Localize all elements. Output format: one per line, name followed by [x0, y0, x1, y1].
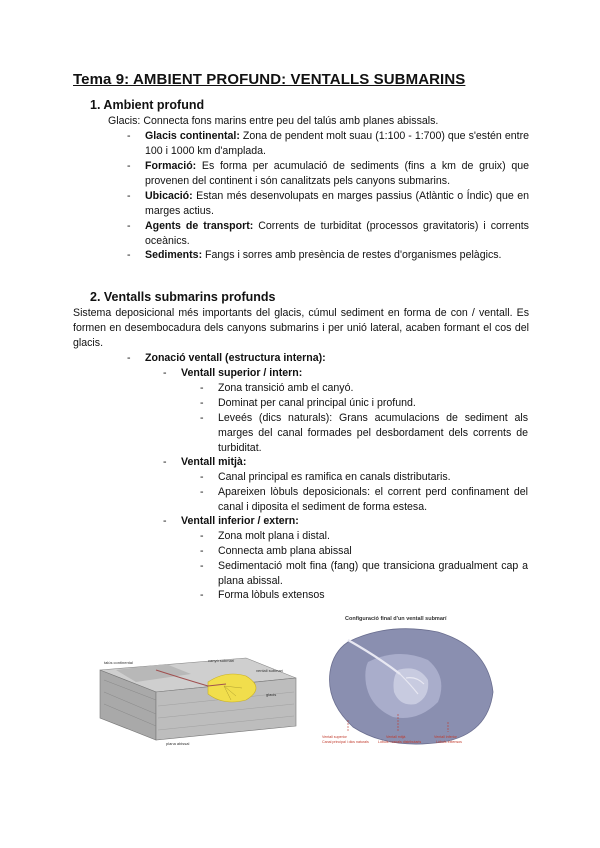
- list-item: Ubicació: Estan més desenvolupats en marges passius (Atlàntic o Índic) que en marges actius.: [145, 190, 529, 217]
- list-item: Zona transició amb el canyó.: [218, 382, 354, 394]
- fan-plan-diagram: [318, 622, 503, 762]
- label-talus: talús continental: [104, 660, 133, 665]
- zone-lower-label: Ventall inferior / extern:: [181, 515, 299, 527]
- list-item: Forma lòbuls extensos: [218, 589, 325, 601]
- list-item: Dominat per canal principal únic i profund.: [218, 397, 416, 409]
- list-item: Formació: Es forma per acumulació de sediments (fins a km de gruix) que provenen del continent i són canalitzats pels canyons submarins.: [145, 160, 529, 187]
- list-item: Sedimentació molt fina (fang) que transiciona gradualment cap a plana abissal.: [218, 560, 528, 587]
- section1-intro: Glacis: Connecta fons marins entre peu del talús amb planes abissals.: [108, 115, 439, 127]
- fan-plan-title: Configuració final d'un ventall submarí: [345, 616, 447, 622]
- zone-middle-label: Ventall mitjà:: [181, 456, 247, 468]
- fan-block-diagram: [96, 648, 301, 748]
- label-fan: ventall submarí: [256, 668, 284, 673]
- list-item: Agents de transport: Corrents de turbiditat (processos gravitatoris) i corrents oceànics.: [145, 220, 529, 247]
- section1-heading: 1. Ambient profund: [90, 98, 205, 112]
- label-middle-fan: Ventall mitjà: [386, 735, 406, 739]
- label-abyssal: plana abissal: [166, 741, 190, 746]
- page-title: Tema 9: AMBIENT PROFUND: VENTALLS SUBMARINS: [73, 71, 466, 88]
- label-lower-fan-caption: Lòbuls extensos: [436, 740, 462, 744]
- list-item: Sediments: Fangs i sorres amb presència de restes d'organismes pelàgics.: [145, 249, 502, 261]
- list-item: Canal principal es ramifica en canals distributaris.: [218, 471, 451, 483]
- zone-upper-label: Ventall superior / intern:: [181, 367, 303, 379]
- label-upper-fan-caption: Canal principal i dics naturals: [322, 740, 369, 744]
- section2-heading: 2. Ventalls submarins profunds: [90, 290, 276, 304]
- list-item: Glacis continental: Zona de pendent molt suau (1:100 - 1:700) que s'estén entre 100 i 1000 km d'amplada.: [145, 130, 529, 157]
- label-upper-fan: Ventall superior: [322, 735, 347, 739]
- list-item: Leveés (dics naturals): Grans acumulacions de sediment als marges del canal formades pel desbordament dels corrents de turbiditat.: [218, 412, 528, 454]
- label-middle-fan-caption: Lòbuls i canals distributaris: [378, 740, 422, 744]
- label-lower-fan: Ventall inferior: [434, 735, 457, 739]
- section2-intro: Sistema deposicional més importants del glacis, cúmul sediment en forma de con / ventall. Es formen en desembocadura dels canyons submarins i per unió lateral, acaben formant el cos del glacis.: [73, 307, 529, 349]
- zonation-heading: Zonació ventall (estructura interna):: [145, 352, 326, 364]
- label-canyon: canyó submarí: [208, 658, 235, 663]
- list-item: Connecta amb plana abissal: [218, 545, 352, 557]
- list-item: Zona molt plana i distal.: [218, 530, 330, 542]
- label-glacis: glacis: [266, 692, 277, 697]
- list-item: Apareixen lòbuls deposicionals: el corrent perd confinament del canal i diposita el sediment de forma estesa.: [218, 486, 528, 513]
